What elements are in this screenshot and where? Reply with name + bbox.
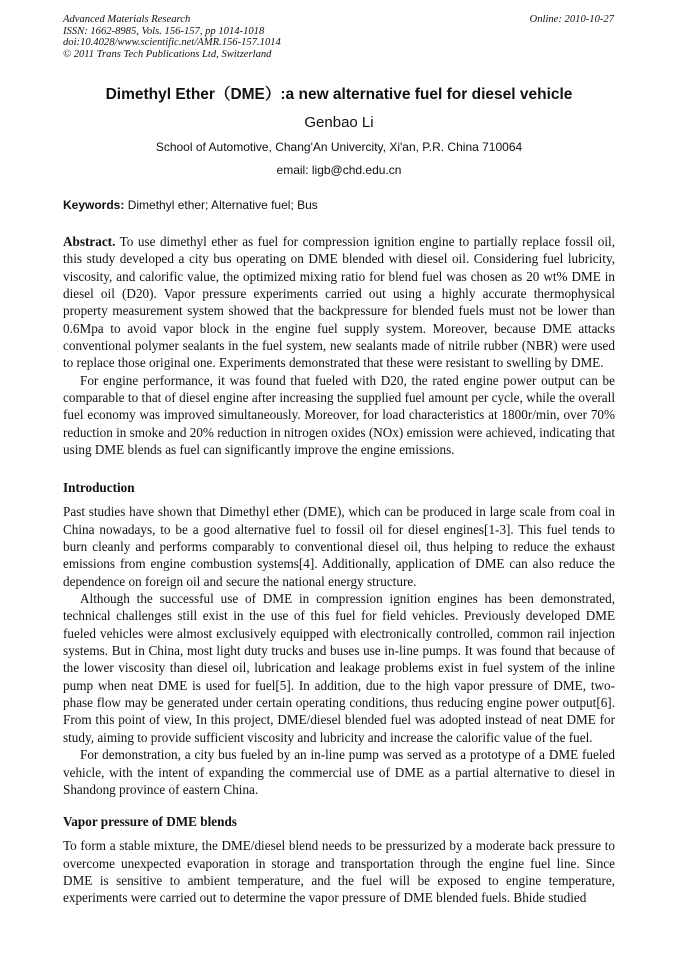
- doi: doi:10.4028/www.scientific.net/AMR.156-157.1014: [63, 37, 281, 49]
- keywords-label: Keywords:: [63, 198, 125, 212]
- paragraph: To form a stable mixture, the DME/diesel blend needs to be pressurized by a moderate back pressure to overcome unexpected evaporation in storage and transportation through the engine fuel line. Since DME is sensitive to ambient temperature, and the fuel will be exposed to engine temperature, experiments were carried out to determine the vapor pressure of DME blended fuels. Bhide studied: [63, 838, 615, 906]
- abstract: [63, 233, 615, 458]
- abstract-paragraph: For engine performance, it was found that fueled with D20, the rated engine power output can be comparable to that of diesel engine after increasing the supplied fuel amount per cycle, while the overall fuel economy was improved simultaneously. Moreover, for load characteristics at 1800r/min, over 70% reduction in smoke and 20% reduction in nitrogen oxides (NOx) emission were achieved, indicating that using DME blends as fuel can significantly improve the engine emissions.: [63, 372, 615, 458]
- author: Genbao Li: [304, 114, 374, 131]
- copyright: © 2011 Trans Tech Publications Ltd, Switzerland: [63, 48, 272, 60]
- abstract-paragraph: To use dimethyl ether as fuel for compression ignition engine to partially replace fossil oil, this study developed a city bus operating on DME blended with diesel oil. Considering fuel lubricity, viscosity, and calorific value, the optimized mixing ratio for blend fuel was chosen as 20 wt% DME in diesel oil (D20). Vapor pressure experiments carried out using a highly accurate thermophysical property measurement system showed that the backpressure for blended fuels must not be lower than 0.6Mpa to avoid vapor block in the engine fuel supply system. Moreover, because DME attacks conventional polymer sealants in the fuel system, new sealants made of nitrile rubber (NBR) were used to replace those original one. Experiments demonstrated that these were resistant to swelling by DME.: [63, 234, 615, 371]
- keywords-text: Dimethyl ether; Alternative fuel; Bus: [124, 198, 318, 212]
- affiliation: School of Automotive, Chang'An Univercity, Xi'an, P.R. China 710064: [155, 140, 523, 154]
- paper-title: Dimethyl Ether（DME）:a new alternative fuel for diesel vehicle: [105, 86, 573, 103]
- email: email: ligb@chd.edu.cn: [276, 163, 402, 177]
- section-heading: Introduction: [63, 480, 135, 495]
- keywords: [63, 198, 318, 212]
- abstract-label: Abstract.: [63, 234, 116, 249]
- introduction-section: [63, 479, 615, 798]
- paragraph: For demonstration, a city bus fueled by an in-line pump was served as a prototype of a DME fueled vehicle, with the intent of expanding the commercial use of DME as a partial alternative to diesel in Shandong province of eastern China.: [63, 747, 615, 797]
- paragraph: Past studies have shown that Dimethyl ether (DME), which can be produced in large scale from coal in China nowadays, to be a good alternative fuel to fossil oil for diesel engines[1-3]. This fuel tends to burn cleanly and performs comparably to conventional diesel oil, thus helping to reduce the exhaust emissions from engine combustion systems[4]. Additionally, application of DME can also reduce the dependence on foreign oil and secure the national energy structure.: [63, 504, 615, 589]
- journal-name: Advanced Materials Research: [63, 14, 191, 25]
- section-heading: Vapor pressure of DME blends: [63, 814, 237, 829]
- online-date: Online: 2010-10-27: [529, 14, 614, 25]
- journal-header: [63, 14, 614, 60]
- paragraph: Although the successful use of DME in compression ignition engines has been demonstrated, technical challenges still exist in the use of this fuel for field vehicles. Previously developed DME fueled vehicles were almost exclusively equipped with electronically controlled, common rail injection systems. But in China, most light duty trucks and buses use in-line pumps. It was found that because of the lower viscosity than diesel oil, lubrication and leakage problems exist in fuel system of the inline pump when neat DME is used for fuel[5]. In addition, due to the high vapor pressure of DME, two-phase flow may be generated under certain operating conditions, thus reducing engine power output[6]. From this point of view, In this project, DME/diesel blended fuel was adopted instead of neat DME for study, aiming to provide sufficient viscosity and lubricity and increase the calorific value of the fuel.: [63, 591, 615, 745]
- issn: ISSN: 1662-8985, Vols. 156-157, pp 1014-1018: [63, 25, 265, 37]
- vapor-pressure-section: [63, 813, 615, 907]
